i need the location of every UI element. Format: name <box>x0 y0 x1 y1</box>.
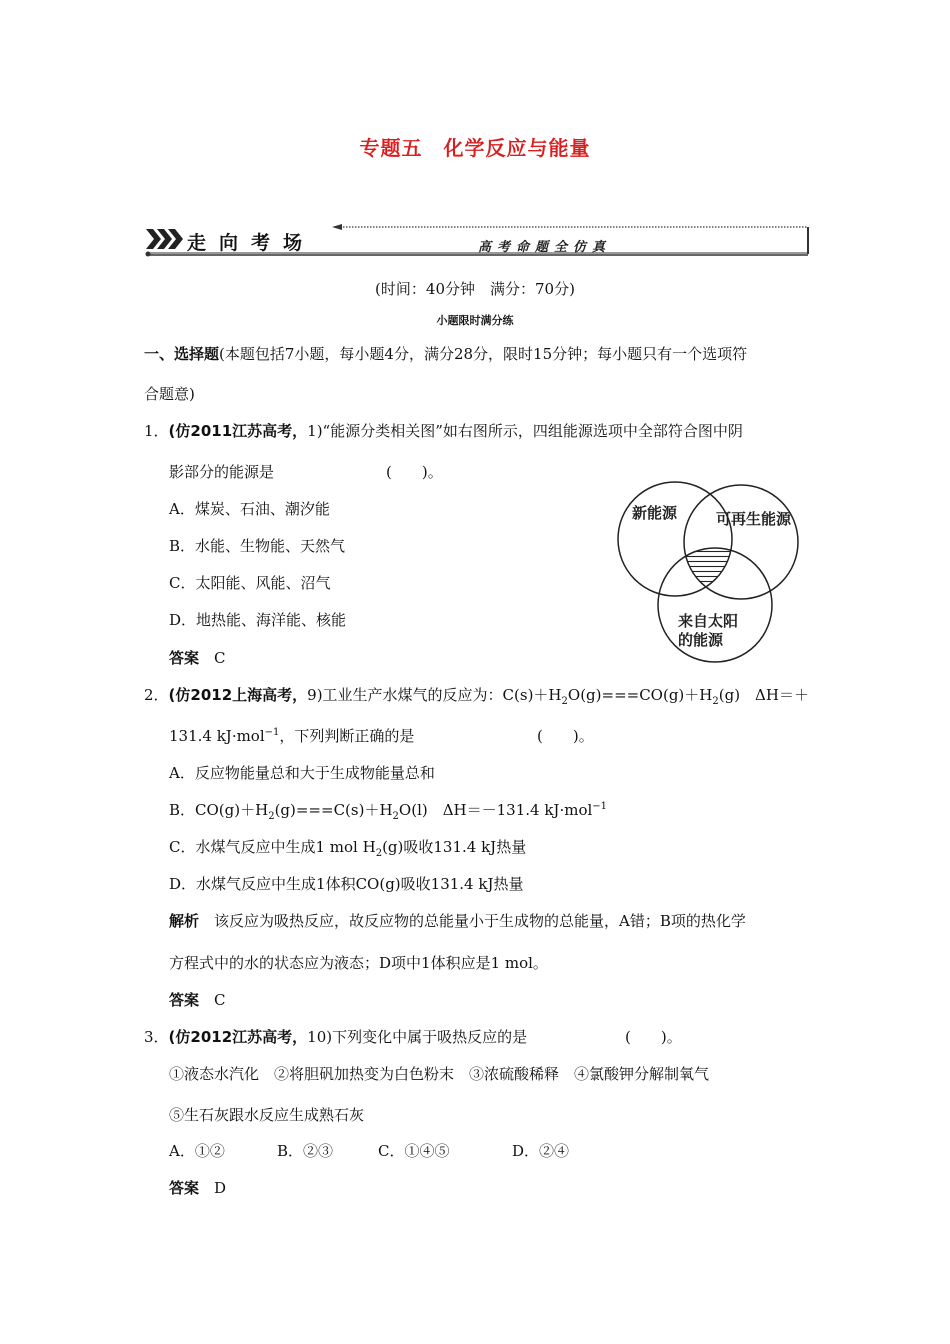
q2-answer-label: 答案 <box>169 991 200 1009</box>
q3-option-a: A．①② <box>169 1142 225 1160</box>
q1-stem-b: 影部分的能源是 <box>169 463 275 481</box>
q2-stem-a3: (g) ΔH＝＋ <box>718 686 809 704</box>
q3-option-b: B．②③ <box>277 1142 334 1160</box>
section-subtitle: 小题限时满分练 <box>436 314 514 327</box>
q3-source: (仿2012江苏高考， <box>168 1028 308 1046</box>
banner-subtitle: 高考命题全仿真 <box>478 240 612 255</box>
q2-stem-line1 <box>144 686 809 707</box>
q2-option-c <box>169 838 527 859</box>
q1-option-a: A．煤炭、石油、潮汐能 <box>169 500 330 518</box>
q2-option-a: A．反应物能量总和大于生成物能量总和 <box>169 764 435 782</box>
q1-option-b: B．水能、生物能、天然气 <box>169 537 346 555</box>
q2-option-d: D．水煤气反应中生成1体积CO(g)吸收131.4 kJ热量 <box>169 875 524 893</box>
q2-answer-value: C <box>214 991 226 1009</box>
venn-diagram <box>612 474 812 666</box>
q1-stem-a: 1)“能源分类相关图”如右图所示，四组能源选项中全部符合图中阴 <box>307 422 743 440</box>
q2-option-c2: (g)吸收131.4 kJ热量 <box>382 838 527 856</box>
q3-items-b: ⑤生石灰跟水反应生成熟石灰 <box>169 1106 365 1124</box>
q2-option-b1: B．CO(g)＋H <box>169 801 269 819</box>
q2-sub-2: 2 <box>712 696 719 707</box>
q2-sub-5: 2 <box>375 848 383 859</box>
q2-source: (仿2012上海高考， <box>168 686 308 704</box>
q2-option-b2: (g)===C(s)＋H <box>274 801 393 819</box>
q2-analysis-label: 解析 <box>169 912 200 930</box>
q3-answer <box>169 1179 226 1197</box>
q2-number: 2． <box>144 686 169 704</box>
q3-items-a: ①液态水汽化 ②将胆矾加热变为白色粉末 ③浓硫酸稀释 ④氯酸钾分解制氧气 <box>169 1065 710 1083</box>
q3-answer-value: D <box>214 1179 227 1197</box>
q2-sup-2: −1 <box>592 801 608 812</box>
q2-option-b3: O(l) ΔH＝－131.4 kJ·mol <box>398 801 593 819</box>
q2-option-c1: C．水煤气反应中生成1 mol H <box>169 838 376 856</box>
q2-option-b <box>169 801 608 822</box>
q2-sub-4: 2 <box>392 811 399 822</box>
q2-sub-1: 2 <box>561 696 568 707</box>
q3-option-d: D．②④ <box>512 1142 570 1160</box>
section-heading-text: (本题包括7小题，每小题4分，满分28分，限时15分钟；每小题只有一个选项符 <box>219 345 748 363</box>
q3-stem: 10)下列变化中属于吸热反应的是 <box>307 1028 528 1046</box>
q3-number: 3． <box>144 1028 169 1046</box>
q1-paren: ( )。 <box>386 463 443 481</box>
q2-analysis-b: 方程式中的水的状态应为液态；D项中1体积应是1 mol。 <box>169 954 548 972</box>
banner-label: 走向考场 <box>187 232 316 254</box>
q2-stem-line2 <box>169 727 414 745</box>
q1-answer-label: 答案 <box>169 649 200 667</box>
venn-label-solar-2: 的能源 <box>678 631 724 649</box>
q3-answer-label: 答案 <box>169 1179 200 1197</box>
q3-stem-line1 <box>144 1028 527 1046</box>
section-heading-cont: 合题意) <box>144 385 195 403</box>
q1-option-d: D．地热能、海洋能、核能 <box>169 611 347 629</box>
q2-stem-a2: O(g)===CO(g)＋H <box>567 686 713 704</box>
venn-label-solar-1: 来自太阳 <box>678 612 739 630</box>
chevron-right-icon <box>146 229 183 249</box>
q2-sub-3: 2 <box>268 811 275 822</box>
venn-circle-new-energy <box>618 482 732 596</box>
q1-source: (仿2011江苏高考， <box>168 422 308 440</box>
q3-paren: ( )。 <box>625 1028 682 1046</box>
q2-stem-a1: 9)工业生产水煤气的反应为：C(s)＋H <box>307 686 562 704</box>
q1-answer <box>169 649 226 667</box>
q1-number: 1． <box>144 422 169 440</box>
q2-analysis-a: 该反应为吸热反应，故反应物的总能量小于生成物的总能量，A错；B项的热化学 <box>214 912 746 930</box>
q1-stem-line1 <box>144 422 743 440</box>
venn-circle-renewable <box>684 485 798 599</box>
venn-label-new: 新能源 <box>632 504 678 522</box>
q2-analysis-line1 <box>169 912 746 930</box>
q2-answer <box>169 991 226 1009</box>
q1-answer-value: C <box>214 649 226 667</box>
q2-stem-b1: 131.4 kJ·mol <box>169 727 265 745</box>
document-title: 专题五 化学反应与能量 <box>359 136 591 160</box>
section-heading <box>144 345 747 363</box>
section-heading-label: 一、选择题 <box>144 345 220 363</box>
q2-sup-1: −1 <box>264 727 280 738</box>
q2-stem-b2: ，下列判断正确的是 <box>279 727 415 745</box>
q1-option-c: C．太阳能、风能、沼气 <box>169 574 331 592</box>
venn-label-renewable: 可再生能源 <box>716 510 792 528</box>
q2-paren: ( )。 <box>537 727 594 745</box>
q3-option-c: C．①④⑤ <box>378 1142 450 1160</box>
time-info: (时间：40分钟 满分：70分) <box>375 280 575 298</box>
